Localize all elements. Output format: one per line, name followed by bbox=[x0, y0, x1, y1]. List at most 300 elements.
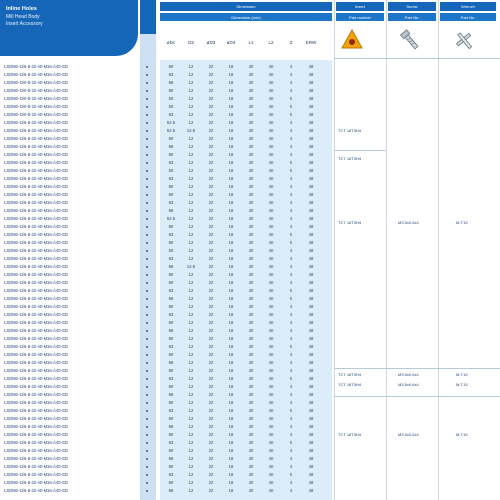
table-cell: 12 bbox=[188, 408, 194, 413]
table-row bbox=[0, 327, 332, 335]
table-cell: 63 bbox=[168, 72, 174, 77]
stock-dot-icon bbox=[146, 370, 148, 372]
table-row bbox=[0, 239, 332, 247]
table-cell: 12 bbox=[188, 424, 194, 429]
table-cell: 40 bbox=[248, 464, 254, 469]
table-cell: 48 bbox=[308, 424, 314, 429]
part-code: LSDM0-125-8-22-40-M16-A40-SD bbox=[4, 264, 68, 269]
part-code: LSDM0-125-8-22-40-M16-A40-SD bbox=[4, 208, 68, 213]
table-cell: 16 bbox=[228, 104, 234, 109]
table-cell: 40 bbox=[248, 440, 254, 445]
table-row bbox=[0, 159, 332, 167]
table-cell: 5 bbox=[289, 160, 293, 165]
table-cell: 12 bbox=[188, 416, 194, 421]
table-cell: 12 bbox=[188, 80, 194, 85]
table-cell: 40 bbox=[268, 216, 274, 221]
table-cell: 80 bbox=[168, 400, 174, 405]
table-cell: 16 bbox=[228, 464, 234, 469]
table-cell: 40 bbox=[248, 152, 254, 157]
title-line-3: Insert Accessory bbox=[6, 21, 43, 27]
table-cell: 40 bbox=[248, 456, 254, 461]
table-cell: 40 bbox=[268, 288, 274, 293]
table-cell: 22 bbox=[208, 208, 214, 213]
table-cell: 12.5 bbox=[186, 128, 196, 133]
table-cell: 40 bbox=[268, 64, 274, 69]
part-code: LSDM0-125-8-22-40-M16-A40-SD bbox=[4, 184, 68, 189]
stock-dot-icon bbox=[146, 186, 148, 188]
table-cell: 48 bbox=[308, 400, 314, 405]
table-cell: 48 bbox=[308, 344, 314, 349]
part-code: LSDM0-100-8-22-40-M16-A40-SD bbox=[4, 112, 68, 117]
table-cell: 40 bbox=[248, 80, 254, 85]
stock-dot-icon bbox=[146, 330, 148, 332]
stock-dot-icon bbox=[146, 250, 148, 252]
part-code: LSDM0-125-8-22-40-M16-A40-SD bbox=[4, 152, 68, 157]
part-code: LSDM0-125-8-22-40-M16-A40-SD bbox=[4, 144, 68, 149]
table-cell: 40 bbox=[268, 312, 274, 317]
table-cell: 16 bbox=[228, 336, 234, 341]
table-cell: 40 bbox=[268, 88, 274, 93]
table-cell: 22 bbox=[208, 272, 214, 277]
table-cell: 40 bbox=[248, 416, 254, 421]
table-cell: 22 bbox=[208, 136, 214, 141]
table-cell: 16 bbox=[228, 144, 234, 149]
part-code: LSDM0-125-8-22-40-M16-A40-SD bbox=[4, 72, 68, 77]
table-cell: 4 bbox=[289, 328, 293, 333]
stock-dot-icon bbox=[146, 154, 148, 156]
table-cell: 16 bbox=[228, 184, 234, 189]
table-cell: 40 bbox=[268, 472, 274, 477]
table-cell: 5 bbox=[289, 376, 293, 381]
table-cell: 12 bbox=[188, 472, 194, 477]
table-cell: 16 bbox=[228, 240, 234, 245]
table-row bbox=[0, 359, 332, 367]
table-cell: 40 bbox=[268, 80, 274, 85]
table-cell: 48 bbox=[308, 312, 314, 317]
dimension-group-subheader: Dimension (mm) bbox=[160, 13, 332, 21]
table-cell: 66 bbox=[168, 144, 174, 149]
table-cell: 40 bbox=[268, 144, 274, 149]
table-cell: 40 bbox=[268, 120, 274, 125]
table-row bbox=[0, 311, 332, 319]
table-cell: 40 bbox=[248, 488, 254, 493]
stock-dot-icon bbox=[146, 210, 148, 212]
table-row bbox=[0, 231, 332, 239]
table-cell: 66 bbox=[168, 296, 174, 301]
table-cell: 40 bbox=[248, 200, 254, 205]
stock-dot-icon bbox=[146, 146, 148, 148]
table-cell: 22 bbox=[208, 152, 214, 157]
column-divider bbox=[334, 0, 335, 500]
table-cell: 40 bbox=[248, 312, 254, 317]
table-cell: 22 bbox=[208, 112, 214, 117]
table-row bbox=[0, 135, 332, 143]
table-cell: 12 bbox=[188, 72, 194, 77]
table-cell: 40 bbox=[268, 176, 274, 181]
table-cell: 63 bbox=[168, 288, 174, 293]
table-cell: 66 bbox=[168, 328, 174, 333]
table-cell: 16 bbox=[228, 432, 234, 437]
table-cell: 4 bbox=[289, 352, 293, 357]
table-cell: 12 bbox=[188, 168, 194, 173]
table-cell: 22 bbox=[208, 488, 214, 493]
table-row bbox=[0, 175, 332, 183]
table-cell: 80 bbox=[168, 464, 174, 469]
table-cell: 22 bbox=[208, 320, 214, 325]
table-cell: 12 bbox=[188, 160, 194, 165]
table-cell: 16 bbox=[228, 296, 234, 301]
table-cell: 4 bbox=[289, 144, 293, 149]
table-cell: 12 bbox=[188, 120, 194, 125]
table-row bbox=[0, 407, 332, 415]
table-cell: 66 bbox=[168, 488, 174, 493]
table-cell: 12.5 bbox=[186, 264, 196, 269]
table-cell: 40 bbox=[268, 208, 274, 213]
table-row bbox=[0, 439, 332, 447]
part-code: LSDM0-125-8-22-40-M16-A40-SD bbox=[4, 440, 68, 445]
table-row bbox=[0, 71, 332, 79]
table-cell: 48 bbox=[308, 288, 314, 293]
table-row bbox=[0, 271, 332, 279]
part-code: LSDM0-125-8-22-40-M16-A40-SD bbox=[4, 344, 68, 349]
table-cell: 40 bbox=[248, 360, 254, 365]
table-cell: 16 bbox=[228, 120, 234, 125]
table-row bbox=[0, 455, 332, 463]
table-cell: 48 bbox=[308, 176, 314, 181]
table-cell: 40 bbox=[248, 472, 254, 477]
table-cell: 4 bbox=[289, 400, 293, 405]
table-cell: 48 bbox=[308, 96, 314, 101]
table-cell: 40 bbox=[248, 64, 254, 69]
table-cell: 63 bbox=[168, 344, 174, 349]
table-cell: 12 bbox=[188, 272, 194, 277]
table-cell: 12 bbox=[188, 104, 194, 109]
table-cell: 16 bbox=[228, 112, 234, 117]
table-row bbox=[0, 95, 332, 103]
table-cell: 80 bbox=[168, 184, 174, 189]
wrench-label: M-T15 bbox=[456, 220, 468, 225]
part-code: LSDM0-125-8-22-40-M16-A40-SD bbox=[4, 224, 68, 229]
part-code: LSDM0-125-8-22-40-M16-A40-SD bbox=[4, 256, 68, 261]
part-code: LSDM0-125-8-22-40-M16-A40-SD bbox=[4, 368, 68, 373]
table-cell: 66 bbox=[168, 80, 174, 85]
table-cell: 40 bbox=[268, 272, 274, 277]
table-cell: 40 bbox=[268, 304, 274, 309]
table-cell: 12 bbox=[188, 432, 194, 437]
table-cell: 63 bbox=[168, 200, 174, 205]
table-cell: 48 bbox=[308, 216, 314, 221]
table-cell: 48 bbox=[308, 64, 314, 69]
table-cell: 40 bbox=[268, 184, 274, 189]
table-row bbox=[0, 415, 332, 423]
table-cell: 22 bbox=[208, 440, 214, 445]
table-cell: 40 bbox=[268, 112, 274, 117]
insert-label: TCT 16T3H4 bbox=[338, 382, 362, 387]
table-cell: 12 bbox=[188, 96, 194, 101]
table-cell: 63 bbox=[168, 176, 174, 181]
table-cell: 16 bbox=[228, 168, 234, 173]
table-cell: 40 bbox=[268, 296, 274, 301]
stock-dot-icon bbox=[146, 226, 148, 228]
table-cell: 40 bbox=[248, 96, 254, 101]
table-cell: 12 bbox=[188, 328, 194, 333]
table-cell: 22 bbox=[208, 480, 214, 485]
table-cell: 4 bbox=[289, 336, 293, 341]
table-cell: 16 bbox=[228, 280, 234, 285]
table-cell: 22 bbox=[208, 456, 214, 461]
table-cell: 4 bbox=[289, 320, 293, 325]
table-cell: 4 bbox=[289, 424, 293, 429]
table-cell: 40 bbox=[268, 408, 274, 413]
table-cell: 40 bbox=[268, 136, 274, 141]
stock-dot-icon bbox=[146, 394, 148, 396]
part-code: LSDM0-125-8-22-40-M16-A40-SD bbox=[4, 400, 68, 405]
table-cell: 48 bbox=[308, 328, 314, 333]
table-cell: 40 bbox=[248, 352, 254, 357]
table-cell: 5 bbox=[289, 440, 293, 445]
table-row bbox=[0, 367, 332, 375]
table-cell: 80 bbox=[168, 240, 174, 245]
table-cell: 40 bbox=[268, 280, 274, 285]
table-row bbox=[0, 335, 332, 343]
stock-dot-icon bbox=[146, 362, 148, 364]
table-cell: 40 bbox=[248, 320, 254, 325]
group-divider bbox=[334, 368, 500, 369]
table-cell: 12 bbox=[188, 312, 194, 317]
table-cell: 4 bbox=[289, 176, 293, 181]
table-row bbox=[0, 391, 332, 399]
table-cell: 22 bbox=[208, 296, 214, 301]
stock-dot-icon bbox=[146, 218, 148, 220]
stock-dot-icon bbox=[146, 98, 148, 100]
table-cell: 22 bbox=[208, 216, 214, 221]
table-cell: 22 bbox=[208, 392, 214, 397]
part-code: LSDM0-125-8-22-40-M16-A40-SD bbox=[4, 376, 68, 381]
table-row bbox=[0, 207, 332, 215]
table-cell: 48 bbox=[308, 200, 314, 205]
table-cell: 16 bbox=[228, 368, 234, 373]
table-cell: 4 bbox=[289, 72, 293, 77]
table-row bbox=[0, 183, 332, 191]
table-row bbox=[0, 431, 332, 439]
table-cell: 48 bbox=[308, 392, 314, 397]
part-code: LSDM0-125-8-22-40-M16-A40-SD bbox=[4, 168, 68, 173]
table-cell: 40 bbox=[268, 152, 274, 157]
stock-dot-icon bbox=[146, 266, 148, 268]
table-cell: 12 bbox=[188, 344, 194, 349]
stock-dot-icon bbox=[146, 106, 148, 108]
table-row bbox=[0, 399, 332, 407]
table-cell: 22 bbox=[208, 288, 214, 293]
table-row bbox=[0, 79, 332, 87]
wrench-group-header: Wrench bbox=[440, 2, 496, 11]
table-cell: 40 bbox=[268, 240, 274, 245]
table-cell: 40 bbox=[248, 384, 254, 389]
table-cell: 40 bbox=[268, 480, 274, 485]
table-cell: 48 bbox=[308, 280, 314, 285]
table-cell: 4 bbox=[289, 456, 293, 461]
part-code: LSDM0-125-8-22-40-M16-A40-SD bbox=[4, 336, 68, 341]
table-cell: 12 bbox=[188, 176, 194, 181]
table-cell: 60 bbox=[168, 280, 174, 285]
table-cell: 48 bbox=[308, 136, 314, 141]
stock-dot-icon bbox=[146, 306, 148, 308]
table-cell: 22 bbox=[208, 80, 214, 85]
table-cell: 4 bbox=[289, 432, 293, 437]
table-cell: 40 bbox=[248, 240, 254, 245]
table-cell: 16 bbox=[228, 176, 234, 181]
part-code: LSDM0-125-8-22-40-M16-A40-SD bbox=[4, 360, 68, 365]
table-row bbox=[0, 303, 332, 311]
stock-dot-icon bbox=[146, 178, 148, 180]
table-cell: 40 bbox=[248, 328, 254, 333]
table-cell: 4 bbox=[289, 184, 293, 189]
table-cell: 12 bbox=[188, 152, 194, 157]
table-cell: 16 bbox=[228, 264, 234, 269]
table-cell: 40 bbox=[248, 296, 254, 301]
table-cell: 48 bbox=[308, 144, 314, 149]
table-cell: 40 bbox=[248, 280, 254, 285]
table-cell: 48 bbox=[308, 232, 314, 237]
table-cell: 22 bbox=[208, 240, 214, 245]
table-row bbox=[0, 479, 332, 487]
table-cell: 40 bbox=[248, 120, 254, 125]
part-code: LSDM0-125-8-22-40-M16-A40-SD bbox=[4, 384, 68, 389]
table-cell: 60 bbox=[168, 320, 174, 325]
table-cell: 4 bbox=[289, 120, 293, 125]
table-cell: 4 bbox=[289, 488, 293, 493]
screw-group-subheader: Part No. bbox=[388, 13, 436, 21]
stock-dot-icon bbox=[146, 482, 148, 484]
table-cell: 22 bbox=[208, 352, 214, 357]
table-cell: 52.5 bbox=[166, 128, 176, 133]
insert-group-subheader: Part number bbox=[336, 13, 384, 21]
table-row bbox=[0, 119, 332, 127]
table-cell: 16 bbox=[228, 304, 234, 309]
table-cell: 60 bbox=[168, 352, 174, 357]
table-cell: 16 bbox=[228, 344, 234, 349]
stock-dot-icon bbox=[146, 490, 148, 492]
table-cell: 4 bbox=[289, 256, 293, 261]
table-cell: 48 bbox=[308, 416, 314, 421]
table-cell: 40 bbox=[248, 368, 254, 373]
screw-label: M3.5x0.6x4 bbox=[398, 432, 419, 437]
table-row bbox=[0, 199, 332, 207]
table-cell: 63 bbox=[168, 312, 174, 317]
table-cell: 22 bbox=[208, 424, 214, 429]
table-row bbox=[0, 143, 332, 151]
table-cell: 4 bbox=[289, 152, 293, 157]
table-cell: 5 bbox=[289, 472, 293, 477]
table-cell: 48 bbox=[308, 480, 314, 485]
table-cell: 12 bbox=[188, 352, 194, 357]
table-cell: 16 bbox=[228, 216, 234, 221]
stock-dot-icon bbox=[146, 90, 148, 92]
insert-label: TCT 16T3H4 bbox=[338, 128, 362, 133]
table-row bbox=[0, 287, 332, 295]
table-cell: 22 bbox=[208, 120, 214, 125]
table-cell: 5 bbox=[289, 288, 293, 293]
group-divider bbox=[334, 396, 500, 397]
table-cell: 48 bbox=[308, 336, 314, 341]
table-cell: 22 bbox=[208, 160, 214, 165]
stock-dot-icon bbox=[146, 138, 148, 140]
table-cell: 5 bbox=[289, 232, 293, 237]
table-cell: 22 bbox=[208, 96, 214, 101]
table-cell: 12 bbox=[188, 464, 194, 469]
table-cell: 48 bbox=[308, 408, 314, 413]
table-cell: 66 bbox=[168, 208, 174, 213]
table-cell: 16 bbox=[228, 424, 234, 429]
stock-dot-icon bbox=[146, 354, 148, 356]
table-cell: 16 bbox=[228, 128, 234, 133]
table-cell: 63 bbox=[168, 112, 174, 117]
table-cell: 40 bbox=[268, 360, 274, 365]
table-cell: 5 bbox=[289, 296, 293, 301]
table-cell: 22 bbox=[208, 264, 214, 269]
table-cell: 40 bbox=[248, 160, 254, 165]
table-cell: 16 bbox=[228, 272, 234, 277]
table-cell: 22 bbox=[208, 64, 214, 69]
part-code: LSDM0-125-8-22-40-M16-A40-SD bbox=[4, 464, 68, 469]
part-code: LSDM0-125-8-22-40-M16-A40-SD bbox=[4, 392, 68, 397]
table-cell: 66 bbox=[168, 264, 174, 269]
table-cell: 40 bbox=[248, 392, 254, 397]
table-cell: 40 bbox=[268, 128, 274, 133]
table-cell: 5 bbox=[289, 344, 293, 349]
table-cell: 48 bbox=[308, 464, 314, 469]
table-row bbox=[0, 487, 332, 495]
table-cell: 4 bbox=[289, 208, 293, 213]
table-cell: 50 bbox=[168, 248, 174, 253]
table-cell: 4 bbox=[289, 480, 293, 485]
part-code: LSDM0-125-8-22-40-M16-A40-SD bbox=[4, 352, 68, 357]
table-cell: 12 bbox=[188, 192, 194, 197]
table-cell: 22 bbox=[208, 368, 214, 373]
table-cell: 22 bbox=[208, 176, 214, 181]
table-cell: 16 bbox=[228, 360, 234, 365]
insert-label: TCT 16T3H4 bbox=[338, 432, 362, 437]
stock-dot-icon bbox=[146, 378, 148, 380]
title-line-1: Inline Holes bbox=[6, 6, 37, 12]
insert-label: TCT 16T3H4 bbox=[338, 156, 362, 161]
table-cell: 52.5 bbox=[166, 216, 176, 221]
stock-dot-icon bbox=[146, 274, 148, 276]
table-cell: 4 bbox=[289, 280, 293, 285]
col-header: øDc bbox=[166, 40, 176, 45]
table-cell: 40 bbox=[248, 264, 254, 269]
part-code: LSDM0-125-8-22-40-M16-A40-SD bbox=[4, 488, 68, 493]
stock-dot-icon bbox=[146, 386, 148, 388]
table-cell: 16 bbox=[228, 320, 234, 325]
table-cell: 4 bbox=[289, 128, 293, 133]
table-cell: 40 bbox=[248, 400, 254, 405]
table-cell: 40 bbox=[248, 424, 254, 429]
table-cell: 40 bbox=[268, 392, 274, 397]
table-cell: 22 bbox=[208, 256, 214, 261]
table-cell: 12 bbox=[188, 320, 194, 325]
table-cell: 12 bbox=[188, 456, 194, 461]
table-cell: 16 bbox=[228, 416, 234, 421]
group-divider bbox=[334, 150, 386, 151]
table-cell: 12 bbox=[188, 368, 194, 373]
table-cell: 48 bbox=[308, 488, 314, 493]
table-row bbox=[0, 223, 332, 231]
table-cell: 22 bbox=[208, 376, 214, 381]
table-cell: 16 bbox=[228, 328, 234, 333]
stock-dot-icon bbox=[146, 410, 148, 412]
table-cell: 40 bbox=[268, 224, 274, 229]
